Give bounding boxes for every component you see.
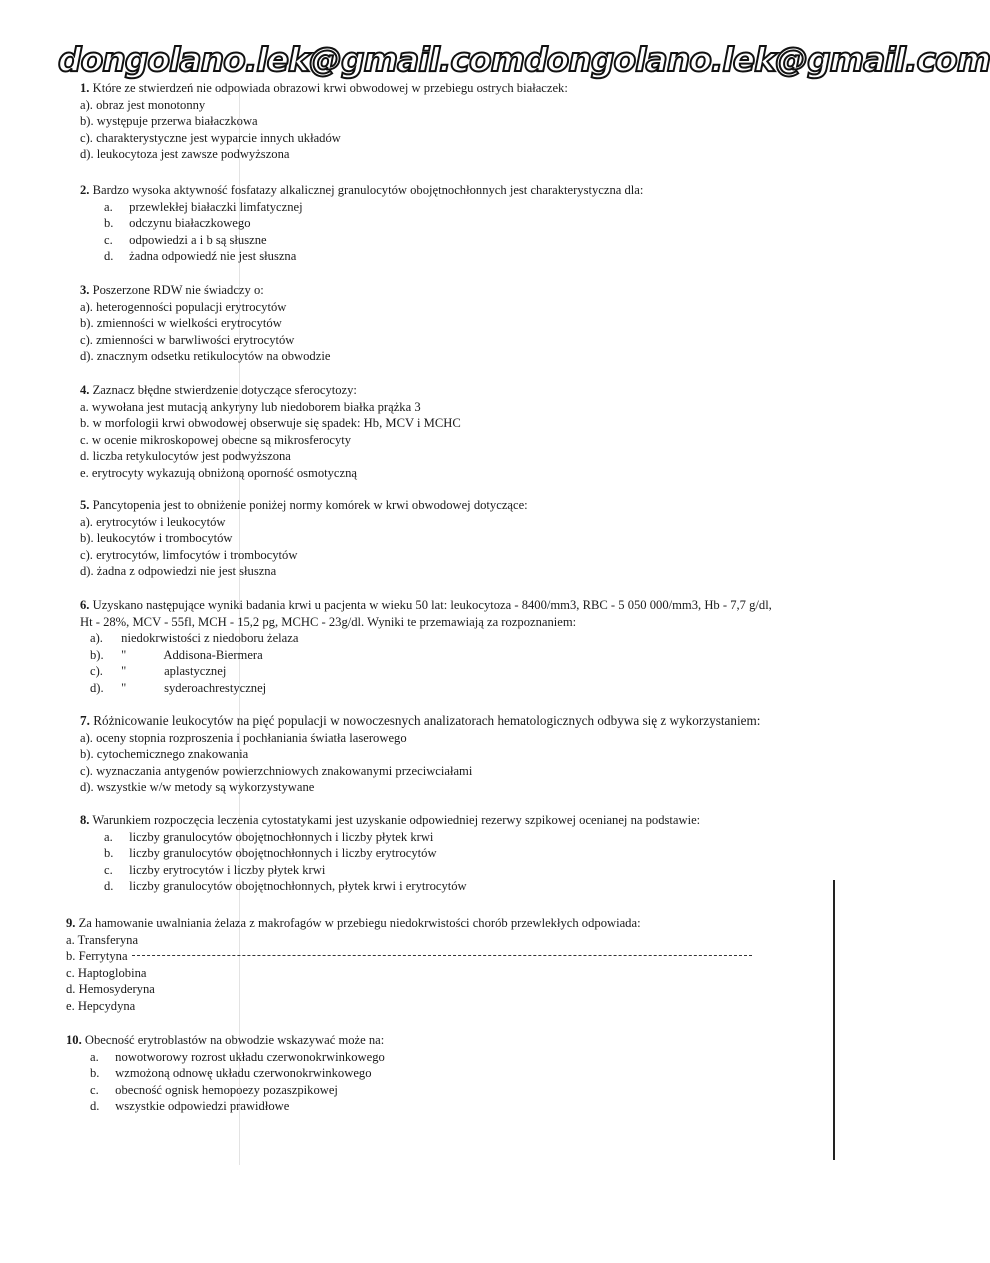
question-stem (66, 1032, 771, 1049)
question-stem (66, 915, 771, 932)
answer-option: b). cytochemicznego znakowania (80, 747, 249, 762)
strike-dash-line (132, 955, 752, 956)
answer-option: b). zmienności w wielkości erytrocytów (80, 316, 282, 331)
answer-option: a. wywołana jest mutacją ankyryny lub niedoborem białka prążka 3 (80, 399, 421, 414)
answer-list (80, 630, 785, 696)
answer-list (80, 299, 785, 365)
question-number: 7. (80, 713, 90, 728)
answer-list (80, 514, 785, 580)
answer-list (80, 399, 785, 482)
answer-option: d. żadna odpowiedź nie jest słuszna (104, 249, 297, 264)
answer-option: a). erytrocytów i leukocytów (80, 514, 226, 529)
question-text: Warunkiem rozpoczęcia leczenia cytostatykami jest uzyskanie odpowiedniej rezerwy szpikowej ocenianej na podstawie: (92, 813, 701, 827)
answer-option: c). wyznaczania antygenów powierzchniowych znakowanymi przeciwciałami (80, 763, 473, 778)
answer-option: c. Haptoglobina (66, 965, 147, 980)
answer-option: d. wszystkie odpowiedzi prawidłowe (90, 1099, 290, 1114)
answer-option: c). erytrocytów, limfocytów i trombocytów (80, 547, 298, 562)
question-9 (66, 915, 771, 1015)
question-stem (80, 497, 785, 514)
answer-option: e. erytrocyty wykazują obniżoną oporność osmotyczną (80, 465, 357, 480)
question-5 (80, 497, 785, 580)
answer-option: d). żadna z odpowiedzi nie jest słuszna (80, 564, 277, 579)
answer-option: a). niedokrwistości z niedoboru żelaza (90, 631, 299, 646)
question-text: Poszerzone RDW nie świadczy o: (92, 283, 264, 297)
answer-option: c. w ocenie mikroskopowej obecne są mikrosferocyty (80, 432, 352, 447)
answer-option: a. przewlekłej białaczki limfatycznej (104, 199, 303, 214)
question-stem (80, 597, 785, 630)
answer-option: a. nowotworowy rozrost układu czerwonokrwinkowego (90, 1049, 385, 1064)
question-text: Pancytopenia jest to obniżenie poniżej normy komórek w krwi obwodowej dotyczące: (92, 498, 528, 512)
question-10 (66, 1032, 771, 1115)
answer-option: b). leukocytów i trombocytów (80, 531, 233, 546)
question-7 (80, 713, 785, 796)
scan-page-edge (833, 880, 835, 1160)
question-text: Za hamowanie uwalniania żelaza z makrofagów w przebiegu niedokrwistości chorób przewlekłych odpowiada: (78, 916, 641, 930)
answer-list (80, 97, 785, 163)
answer-list (80, 730, 785, 796)
question-8 (80, 812, 785, 895)
question-number: 1. (80, 81, 90, 95)
question-stem (80, 80, 785, 97)
answer-option: c. liczby erytrocytów i liczby płytek krwi (104, 862, 326, 877)
answer-list (80, 829, 785, 895)
answer-option: a. liczby granulocytów obojętnochłonnych i liczby płytek krwi (104, 829, 434, 844)
question-text: Obecność erytroblastów na obwodzie wskazywać może na: (84, 1033, 385, 1047)
answer-option: a). heterogenności populacji erytrocytów (80, 299, 287, 314)
answer-option: b). występuje przerwa białaczkowa (80, 114, 258, 129)
question-2 (80, 182, 785, 265)
answer-option: c). charakterystyczne jest wyparcie innych układów (80, 130, 341, 145)
question-number: 3. (80, 283, 90, 297)
answer-list (66, 1049, 771, 1115)
question-text: Zaznacz błędne stwierdzenie dotyczące sferocytozy: (92, 383, 357, 397)
answer-option: d. Hemosyderyna (66, 982, 155, 997)
answer-list (66, 932, 771, 1015)
answer-option: c. obecność ognisk hemopoezy pozaszpikowej (90, 1082, 338, 1097)
answer-option: a). obraz jest monotonny (80, 97, 206, 112)
answer-option: b. odczynu białaczkowego (104, 216, 251, 231)
question-text: Które ze stwierdzeń nie odpowiada obrazowi krwi obwodowej w przebiegu ostrych białaczek: (92, 81, 568, 95)
watermark-email-right: dongolano.lek@gmail.com (524, 40, 990, 79)
question-6 (80, 597, 785, 697)
question-stem (80, 182, 785, 199)
answer-option: d. liczby granulocytów obojętnochłonnych, płytek krwi i erytrocytów (104, 879, 467, 894)
answer-option: d. liczba retykulocytów jest podwyższona (80, 449, 291, 464)
answer-option: a. Transferyna (66, 932, 139, 947)
question-number: 2. (80, 183, 90, 197)
question-text: Uzyskano następujące wyniki badania krwi u pacjenta w wieku 50 lat: leukocytoza - 8400/mm3, RBC - 5 050 000/mm3, Hb - 7,7 g/dl, Ht - 28%, MCV - 55fl, MCH - 15,2 pg, MCHC - 23g/dl. Wyniki te przemawiają za rozpoznaniem: (80, 598, 772, 629)
watermark-email-left: dongolano.lek@gmail.com (58, 40, 525, 79)
answer-option: b. w morfologii krwi obwodowej obserwuje się spadek: Hb, MCV i MCHC (80, 416, 461, 431)
question-stem (80, 812, 785, 829)
answer-option: b. wzmożoną odnowę układu czerwonokrwinkowego (90, 1066, 372, 1081)
answer-option: d). znacznym odsetku retikulocytów na obwodzie (80, 349, 331, 364)
question-1 (80, 80, 785, 163)
question-number: 4. (80, 383, 90, 397)
answer-option: d). wszystkie w/w metody są wykorzystywane (80, 780, 315, 795)
answer-option: b. Ferrytyna (66, 948, 771, 965)
answer-option: c). " aplastycznej (90, 664, 227, 679)
question-stem (80, 382, 785, 399)
question-text: Bardzo wysoka aktywność fosfatazy alkalicznej granulocytów obojętnochłonnych jest charakterystyczna dla: (92, 183, 644, 197)
question-stem (80, 713, 785, 730)
answer-option: d). leukocytoza jest zawsze podwyższona (80, 147, 290, 162)
question-text: Różnicowanie leukocytów na pięć populacji w nowoczesnych analizatorach hematologicznych odbywa się z wykorzystaniem: (93, 713, 761, 728)
question-number: 6. (80, 598, 90, 612)
answer-option: b). " Addisona-Biermera (90, 647, 263, 662)
answer-option: e. Hepcydyna (66, 998, 136, 1013)
answer-option: d). " syderoachrestycznej (90, 680, 267, 695)
question-stem (80, 282, 785, 299)
watermark (0, 40, 990, 82)
answer-list (80, 199, 785, 265)
answer-option: b. liczby granulocytów obojętnochłonnych i liczby erytrocytów (104, 846, 437, 861)
answer-option: c. odpowiedzi a i b są słuszne (104, 232, 267, 247)
question-4 (80, 382, 785, 482)
question-number: 10. (66, 1033, 82, 1047)
answer-option: c). zmienności w barwliwości erytrocytów (80, 332, 295, 347)
question-number: 9. (66, 916, 76, 930)
question-number: 8. (80, 813, 90, 827)
answer-option: a). oceny stopnia rozproszenia i pochłaniania światła laserowego (80, 730, 407, 745)
question-3 (80, 282, 785, 365)
question-number: 5. (80, 498, 90, 512)
